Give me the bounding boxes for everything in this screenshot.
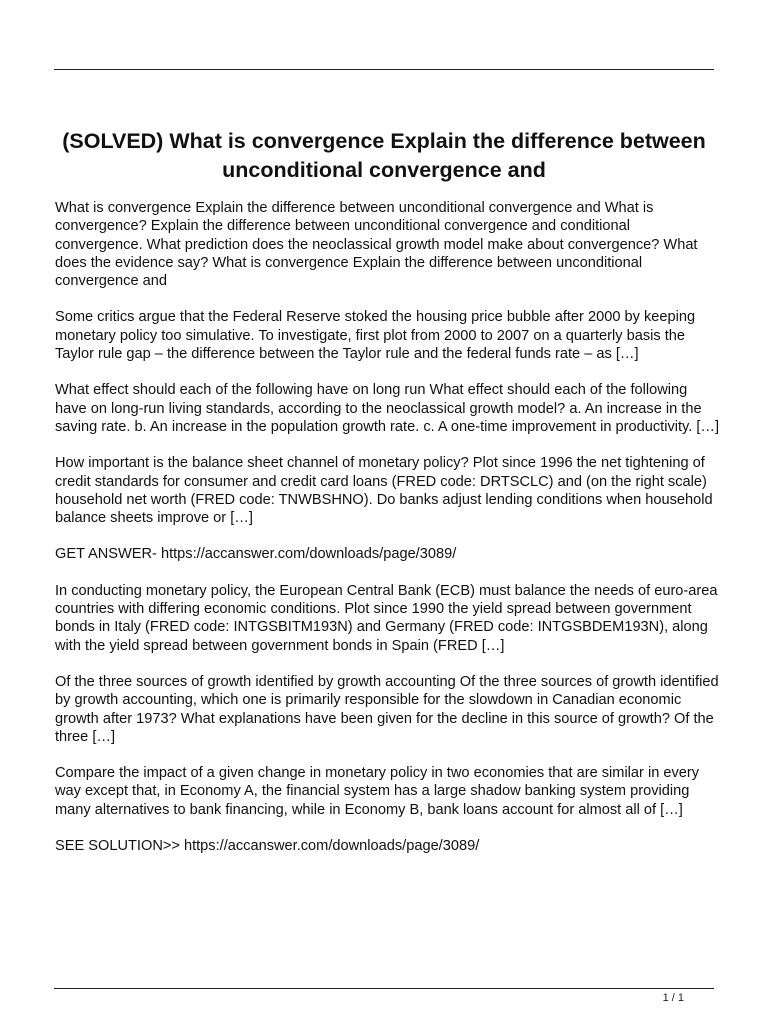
page-number: 1 / 1: [662, 992, 684, 1004]
document-body: [55, 199, 720, 873]
paragraph-growth-accounting: Of the three sources of growth identified by growth accounting Of the three sources of growth identified by growth accounting, which one is primarily responsible for the slowdown in Canadian economic growth after 1973? What explanations have been given for the decline in this source of growth? Of the three […]: [55, 673, 719, 745]
paragraph-shadow-banking: Compare the impact of a given change in monetary policy in two economies that are similar in every way except that, in Economy A, the financial system has a large shadow banking system providing many alternatives to bank financing, while in Economy B, bank loans account for almost all of […]: [55, 765, 700, 818]
see-solution-link[interactable]: SEE SOLUTION>> https://accanswer.com/downloads/page/3089/: [55, 838, 480, 855]
paragraph-convergence: What is convergence Explain the difference between unconditional convergence and What is convergence? Explain the difference between unconditional convergence and conditional convergence. What prediction does the neoclassical growth model make about convergence? What does the evidence say? What is convergence Explain the difference between unconditional convergence and: [55, 200, 698, 290]
document-title: (SOLVED) What is convergence Explain the difference between unconditional convergence and: [62, 129, 706, 182]
paragraph-ecb-policy: In conducting monetary policy, the European Central Bank (ECB) must balance the needs of euro-area countries with differing economic conditions. Plot since 1990 the yield spread between government bonds in Italy (FRED code: INTGSBITM193N) and Germany (FRED code: INTGSBDEM193N), along with the yield spread between government bonds in Spain (FRED […]: [55, 582, 718, 654]
header-rule: [54, 69, 714, 70]
paragraph-long-run-effects: What effect should each of the following have on long run What effect should each of the following have on long-run living standards, according to the neoclassical growth model? a. An increase in the saving rate. b. An increase in the population growth rate. c. A one-time improvement in productivity. […]: [55, 382, 720, 435]
paragraph-federal-reserve: Some critics argue that the Federal Reserve stoked the housing price bubble after 2000 by keeping monetary policy too simulative. To investigate, first plot from 2000 to 2007 on a quarterly basis the Taylor rule gap – the difference between the Taylor rule and the federal funds rate – as […]: [55, 309, 696, 363]
footer-rule: [54, 988, 714, 989]
get-answer-link[interactable]: GET ANSWER- https://accanswer.com/downloads/page/3089/: [55, 546, 457, 563]
paragraph-balance-sheet-channel: How important is the balance sheet channel of monetary policy? Plot since 1996 the net tightening of credit standards for consumer and credit card loans (FRED code: DRTSCLC) and (on the right scale) household net worth (FRED code: TNWBSHNO). Do banks adjust lending conditions when household balance sheets improve or […]: [55, 455, 713, 527]
